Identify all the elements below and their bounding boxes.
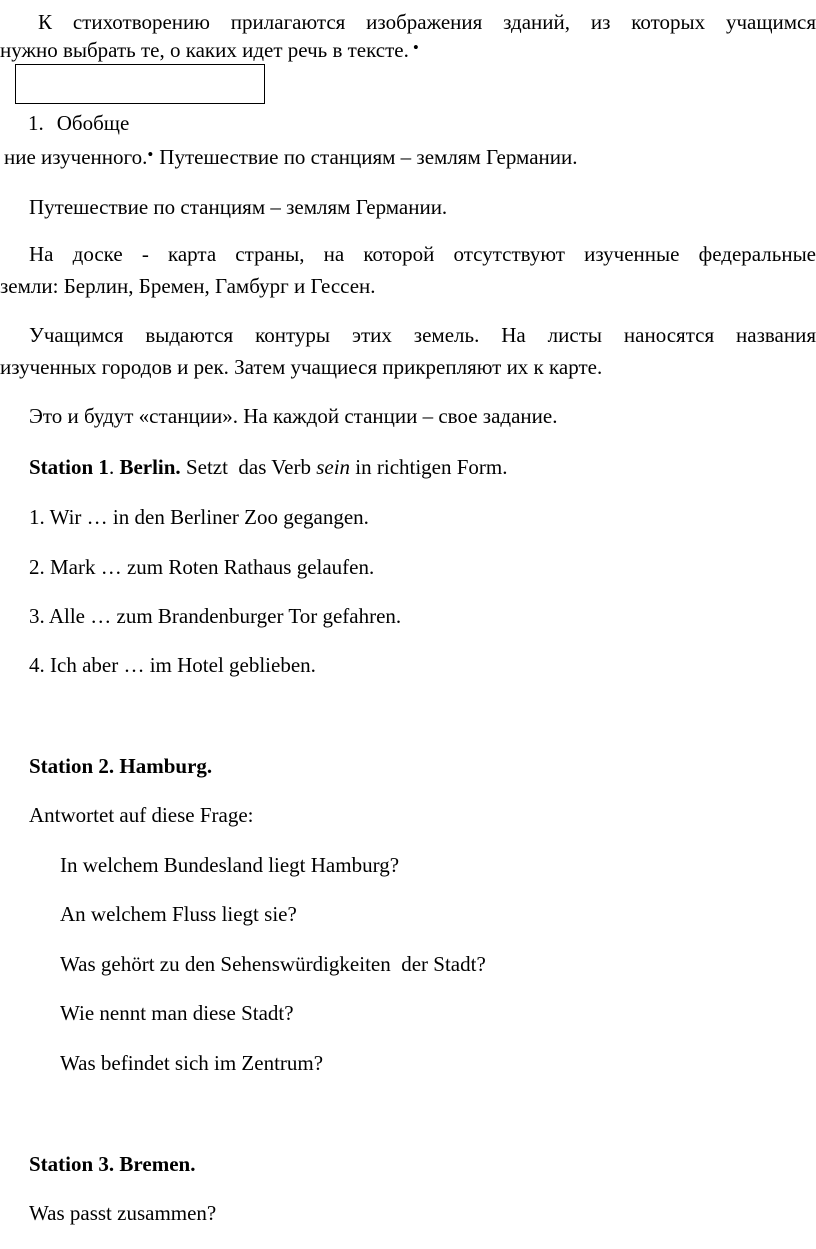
station-1-label: Station 1	[29, 455, 109, 479]
bullet-icon: •	[412, 38, 419, 57]
paragraph-map-line-1: На доске - карта страны, на которой отсутствуют изученные федеральные	[29, 242, 816, 266]
list-text-part-1: Обобще	[56, 111, 130, 135]
station-2-question: Wie nennt man diese Stadt?	[60, 1001, 294, 1025]
station-2-question: Was gehört zu den Sehenswürdigkeiten der Stadt?	[60, 952, 486, 976]
station-1-instruction	[29, 454, 508, 480]
list-title: Путешествие по станциям – землям Германии.	[159, 145, 578, 169]
station-2-heading: Station 2. Hamburg.	[29, 754, 213, 778]
intro-line-2-text: нужно выбрать те, о каких идет речь в тексте.	[0, 38, 409, 62]
list-item-1-continued	[4, 144, 577, 172]
station-1-instr-b: in richtigen Form.	[355, 455, 508, 479]
station-1-verb: sein	[316, 455, 351, 479]
paragraph-map-line-2: земли: Берлин, Бремен, Гамбург и Гессен.	[0, 274, 376, 298]
list-item-1	[28, 110, 129, 136]
paragraph-stations: Это и будут «станции». На каждой станции – свое задание.	[29, 404, 558, 428]
bullet-icon: •	[147, 145, 154, 164]
station-1-instr-a: Setzt das Verb	[185, 455, 311, 479]
paragraph-contours-line-1: Учащимся выдаются контуры этих земель. На листы наносятся названия	[29, 323, 816, 347]
station-3-heading: Station 3. Bremen.	[29, 1152, 196, 1176]
station-1-dot: .	[108, 455, 115, 479]
intro-line-1: К стихотворению прилагаются изображения зданий, из которых учащимся	[38, 10, 816, 34]
intro-line-2	[0, 37, 419, 65]
paragraph-journey: Путешествие по станциям – землям Германии.	[29, 195, 448, 219]
paragraph-contours-line-2: изученных городов и рек. Затем учащиеся прикрепляют их к карте.	[0, 355, 603, 379]
station-2-question: An welchem Fluss liegt sie?	[60, 902, 297, 926]
station-3-prompt: Was passt zusammen?	[29, 1201, 217, 1225]
station-1-item: 1. Wir … in den Berliner Zoo gegangen.	[29, 505, 369, 529]
list-number: 1.	[28, 111, 44, 135]
station-1-item: 2. Mark … zum Roten Rathaus gelaufen.	[29, 555, 375, 579]
station-2-question: Was befindet sich im Zentrum?	[60, 1051, 324, 1075]
station-1-item: 4. Ich aber … im Hotel geblieben.	[29, 653, 316, 677]
station-2-prompt: Antwortet auf diese Frage:	[29, 803, 254, 827]
station-1-city: Berlin.	[119, 455, 181, 479]
empty-frame	[15, 64, 265, 104]
station-2-question: In welchem Bundesland liegt Hamburg?	[60, 853, 400, 877]
list-text-part-2: ние изученного.	[4, 145, 148, 169]
station-1-item: 3. Alle … zum Brandenburger Tor gefahren.	[29, 604, 402, 628]
